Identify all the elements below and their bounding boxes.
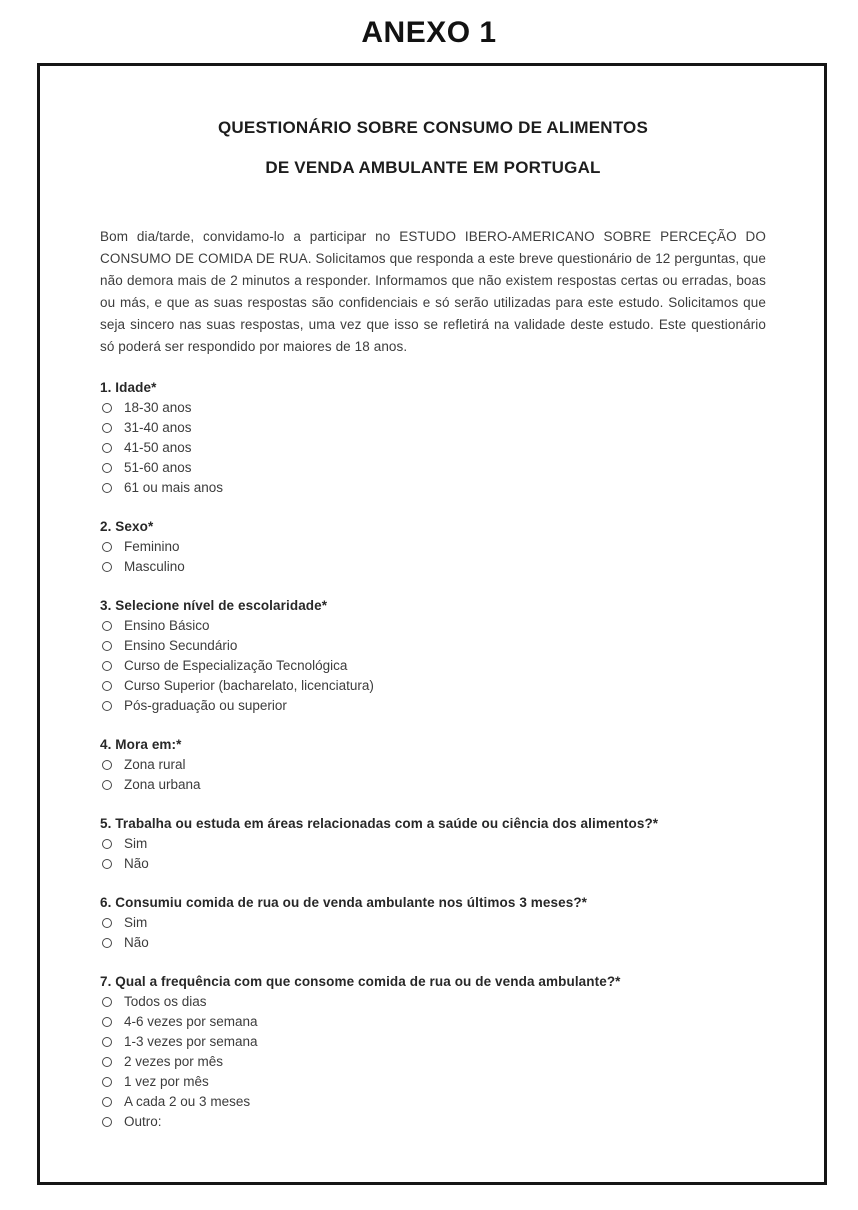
- radio-option[interactable]: [100, 438, 766, 458]
- radio-option[interactable]: [100, 755, 766, 775]
- radio-option[interactable]: [100, 537, 766, 557]
- radio-icon[interactable]: [102, 443, 112, 453]
- option-label: Masculino: [124, 559, 185, 574]
- question-label: 4. Mora em:*: [100, 737, 182, 752]
- question-3-escolaridade: [100, 596, 766, 716]
- option-label: 61 ou mais anos: [124, 480, 224, 495]
- option-label: 51-60 anos: [124, 460, 192, 475]
- radio-icon[interactable]: [102, 562, 112, 572]
- question-label: 2. Sexo*: [100, 519, 154, 534]
- radio-icon[interactable]: [102, 839, 112, 849]
- option-label: Ensino Básico: [124, 618, 210, 633]
- question-4-mora-em: [100, 735, 766, 795]
- radio-option[interactable]: [100, 636, 766, 656]
- question-label: 7. Qual a frequência com que consome comida de rua ou de venda ambulante?*: [100, 974, 621, 989]
- radio-option[interactable]: [100, 913, 766, 933]
- radio-icon[interactable]: [102, 1017, 112, 1027]
- radio-option[interactable]: [100, 478, 766, 498]
- question-6-consumiu-3meses: [100, 893, 766, 953]
- radio-icon[interactable]: [102, 918, 112, 928]
- question-5-trabalha-saude: [100, 814, 766, 874]
- option-label: Não: [124, 935, 149, 950]
- questionnaire-title: [100, 108, 766, 188]
- option-label: 31-40 anos: [124, 420, 192, 435]
- radio-option[interactable]: [100, 1052, 766, 1072]
- option-label: 2 vezes por mês: [124, 1054, 224, 1069]
- radio-icon[interactable]: [102, 542, 112, 552]
- option-label: Sim: [124, 915, 148, 930]
- questionnaire-title-line2: DE VENDA AMBULANTE EM PORTUGAL: [265, 158, 601, 177]
- radio-icon[interactable]: [102, 859, 112, 869]
- page-title: ANEXO 1: [361, 16, 497, 49]
- radio-option[interactable]: [100, 1032, 766, 1052]
- radio-icon[interactable]: [102, 621, 112, 631]
- option-label: A cada 2 ou 3 meses: [124, 1094, 251, 1109]
- radio-option[interactable]: [100, 696, 766, 716]
- radio-icon[interactable]: [102, 780, 112, 790]
- option-label: 1-3 vezes por semana: [124, 1034, 258, 1049]
- option-label: Curso de Especialização Tecnológica: [124, 658, 348, 673]
- radio-option[interactable]: [100, 1012, 766, 1032]
- radio-icon[interactable]: [102, 403, 112, 413]
- radio-option[interactable]: [100, 992, 766, 1012]
- question-label: 5. Trabalha ou estuda em áreas relacionadas com a saúde ou ciência dos alimentos?*: [100, 816, 659, 831]
- radio-option[interactable]: [100, 775, 766, 795]
- question-2-sexo: [100, 517, 766, 577]
- option-label: 4-6 vezes por semana: [124, 1014, 258, 1029]
- option-label: 41-50 anos: [124, 440, 192, 455]
- radio-option[interactable]: [100, 1092, 766, 1112]
- option-label: Sim: [124, 836, 148, 851]
- option-label: Curso Superior (bacharelato, licenciatura): [124, 678, 374, 693]
- radio-icon[interactable]: [102, 641, 112, 651]
- radio-option[interactable]: [100, 418, 766, 438]
- radio-icon[interactable]: [102, 1097, 112, 1107]
- radio-option-outro[interactable]: [100, 1112, 766, 1132]
- radio-option[interactable]: [100, 676, 766, 696]
- radio-icon[interactable]: [102, 1077, 112, 1087]
- question-label: 3. Selecione nível de escolaridade*: [100, 598, 328, 613]
- question-label: 1. Idade*: [100, 380, 157, 395]
- radio-icon[interactable]: [102, 1057, 112, 1067]
- radio-icon[interactable]: [102, 483, 112, 493]
- radio-option[interactable]: [100, 458, 766, 478]
- option-label: Pós-graduação ou superior: [124, 698, 287, 713]
- intro-paragraph: Bom dia/tarde, convidamo-lo a participar no ESTUDO IBERO-AMERICANO SOBRE PERCEÇÃO DO CONSUMO DE COMIDA DE RUA. Solicitamos que responda a este breve questionário de 12 perguntas, que não demora mais de 2 minutos a responder. Informamos que não existem respostas certas ou erradas, boas ou más, e que as suas respostas são confidenciais e só serão utilizadas para este estudo. Solicitamos que seja sincero nas suas respostas, uma vez que isso se refletirá na validade deste estudo. Este questionário só poderá ser respondido por maiores de 18 anos.: [100, 229, 766, 354]
- radio-icon[interactable]: [102, 681, 112, 691]
- radio-option[interactable]: [100, 398, 766, 418]
- option-label: Outro:: [124, 1114, 162, 1129]
- radio-option[interactable]: [100, 557, 766, 577]
- option-label: Zona urbana: [124, 777, 201, 792]
- radio-icon[interactable]: [102, 1117, 112, 1127]
- option-label: 1 vez por mês: [124, 1074, 209, 1089]
- option-label: Não: [124, 856, 149, 871]
- radio-option[interactable]: [100, 854, 766, 874]
- radio-icon[interactable]: [102, 1037, 112, 1047]
- radio-icon[interactable]: [102, 701, 112, 711]
- question-label: 6. Consumiu comida de rua ou de venda ambulante nos últimos 3 meses?*: [100, 895, 588, 910]
- radio-icon[interactable]: [102, 997, 112, 1007]
- questionnaire-title-line1: QUESTIONÁRIO SOBRE CONSUMO DE ALIMENTOS: [218, 118, 648, 137]
- option-label: Feminino: [124, 539, 180, 554]
- option-label: Ensino Secundário: [124, 638, 238, 653]
- question-7-frequencia: [100, 972, 766, 1132]
- radio-option[interactable]: [100, 1072, 766, 1092]
- radio-icon[interactable]: [102, 661, 112, 671]
- question-list: [100, 378, 766, 1132]
- radio-option[interactable]: [100, 933, 766, 953]
- radio-option[interactable]: [100, 656, 766, 676]
- radio-icon[interactable]: [102, 423, 112, 433]
- radio-option[interactable]: [100, 834, 766, 854]
- option-label: Todos os dias: [124, 994, 207, 1009]
- radio-icon[interactable]: [102, 463, 112, 473]
- question-1-idade: [100, 378, 766, 498]
- option-label: 18-30 anos: [124, 400, 192, 415]
- questionnaire-box: [37, 63, 827, 1185]
- radio-icon[interactable]: [102, 760, 112, 770]
- radio-option[interactable]: [100, 616, 766, 636]
- option-label: Zona rural: [124, 757, 186, 772]
- radio-icon[interactable]: [102, 938, 112, 948]
